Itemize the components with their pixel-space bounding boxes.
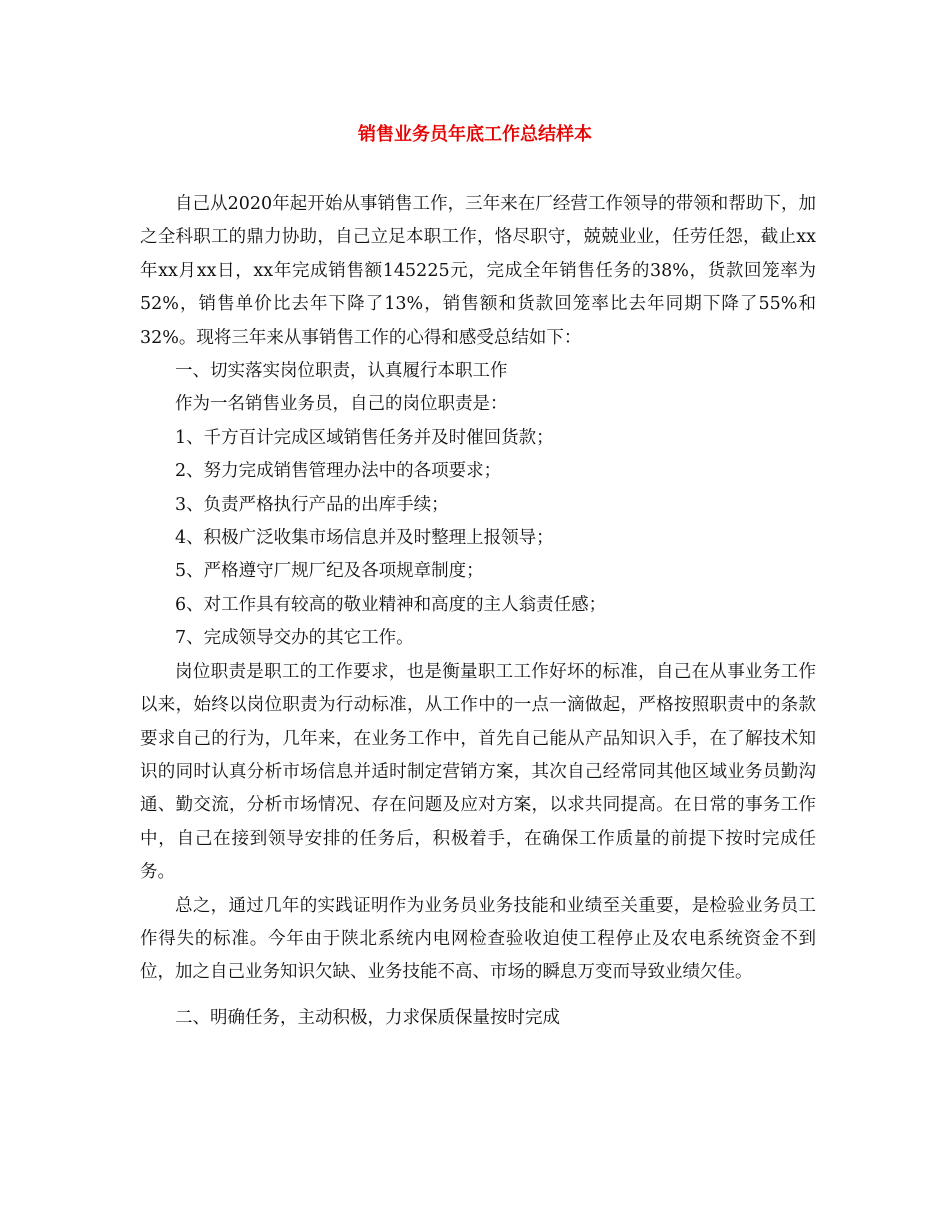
list-item: 3、负责严格执行产品的出库手续； xyxy=(175,494,449,515)
paragraph-intro: 自己从2020年起开始从事销售工作，三年来在厂经营工作领导的带领和帮助下，加之全科职工的鼎力协助，自己立足本职工作，恪尽职守，兢兢业业，任劳任怨，截止xx年xx月xx日，xx年完成销售额145225元，完成全年销售任务的38%，货款回笼率为52%，销售单价比去年下降了13%，销售额和货款回笼率比去年同期下降了55%和32%。现将三年来从事销售工作的心得和感受总结如下： xyxy=(140,194,816,348)
section-heading-2: 二、明确任务，主动积极，力求保质保量按时完成 xyxy=(175,1007,560,1028)
list-item: 6、对工作具有较高的敬业精神和高度的主人翁责任感； xyxy=(175,594,607,615)
list-item: 7、完成领导交办的其它工作。 xyxy=(175,628,414,649)
document-title: 销售业务员年底工作总结样本 xyxy=(358,124,592,145)
paragraph-duties-intro: 作为一名销售业务员，自己的岗位职责是： xyxy=(175,394,508,415)
paragraph-summary: 总之，通过几年的实践证明作为业务员业务技能和业绩至关重要，是检验业务员工作得失的标准。今年由于陕北系统内电网检查验收迫使工程停止及农电系统资金不到位，加之自己业务知识欠缺、业务技能不高、市场的瞬息万变而导致业绩欠佳。 xyxy=(140,895,816,983)
section-heading-1: 一、切实落实岗位职责，认真履行本职工作 xyxy=(175,361,508,382)
list-item: 1、千方百计完成区域销售任务并及时催回货款； xyxy=(175,427,554,448)
list-item: 2、努力完成销售管理办法中的各项要求； xyxy=(175,461,502,482)
list-item: 4、积极广泛收集市场信息并及时整理上报领导； xyxy=(175,528,554,549)
list-item: 5、严格遵守厂规厂纪及各项规章制度； xyxy=(175,561,484,582)
document-body xyxy=(140,188,816,1035)
paragraph-duties-detail: 岗位职责是职工的工作要求，也是衡量职工工作好坏的标准，自己在从事业务工作以来，始终以岗位职责为行动标准，从工作中的一点一滴做起，严格按照职责中的条款要求自己的行为，几年来，在业务工作中，首先自己能从产品知识入手，在了解技术知识的同时认真分析市场信息并适时制定营销方案，其次自己经常同其他区域业务员勤沟通、勤交流，分析市场情况、存在问题及应对方案，以求共同提高。在日常的事务工作中，自己在接到领导安排的任务后，积极着手，在确保工作质量的前提下按时完成任务。 xyxy=(140,661,816,883)
